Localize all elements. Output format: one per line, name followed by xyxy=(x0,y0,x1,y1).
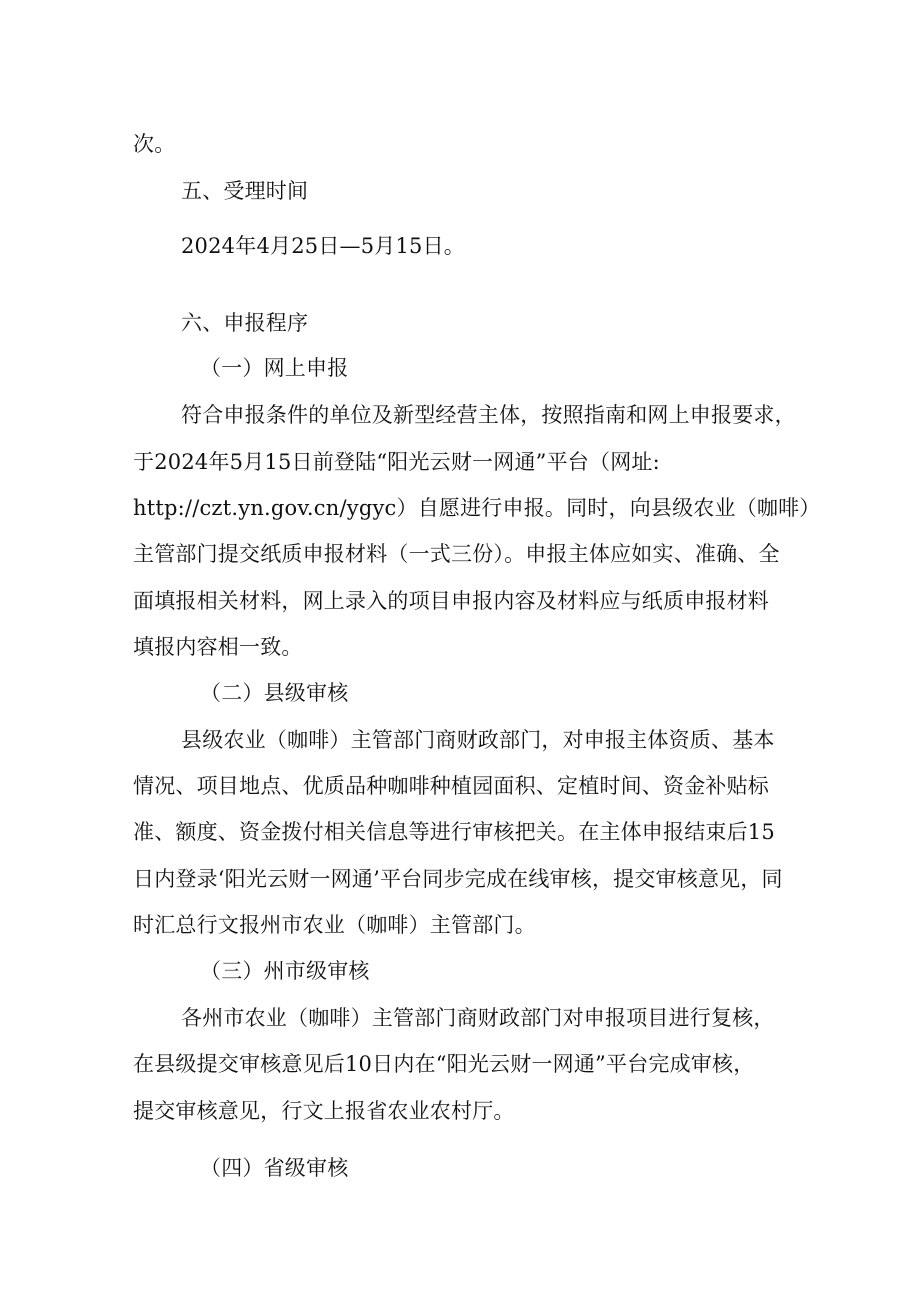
paragraph-line: 县级农业（咖啡）主管部门商财政部门，对申报主体资质、基本 xyxy=(181,728,775,752)
paragraph-line: 情况、项目地点、优质品种咖啡种植园面积、定植时间、资金补贴标 xyxy=(133,774,769,798)
subheading-online-application: （一）网上申报 xyxy=(200,356,349,380)
subheading-provincial-review: （四）省级审核 xyxy=(200,1156,349,1180)
paragraph-line: 日内登录‘阳光云财一网通’平台同步完成在线审核，提交审核意见，同 xyxy=(133,867,783,891)
paragraph-line: 时汇总行文报州市农业（咖啡）主管部门。 xyxy=(133,913,536,937)
paragraph-line: 各州市农业（咖啡）主管部门商财政部门对申报项目进行复核， xyxy=(181,1006,775,1030)
section-heading-5: 五、受理时间 xyxy=(181,179,309,203)
section-heading-6: 六、申报程序 xyxy=(181,311,309,335)
paragraph-line: 提交审核意见，行文上报省农业农村厅。 xyxy=(133,1099,515,1123)
subheading-prefecture-review: （三）州市级审核 xyxy=(200,959,370,983)
paragraph-line: 符合申报条件的单位及新型经营主体，按照指南和网上申报要求， xyxy=(181,403,796,427)
paragraph-line: 面填报相关材料，网上录入的项目申报内容及材料应与纸质申报材料 xyxy=(133,589,769,613)
paragraph-line: 主管部门提交纸质申报材料（一式三份）。申报主体应如实、准确、全 xyxy=(133,542,780,566)
paragraph-line-url: http://czt.yn.gov.cn/ygyc）自愿进行申报。同时，向县级农业（咖啡） xyxy=(133,496,821,520)
paragraph-line: 于2024年5月15日前登陆“阳光云财一网通”平台（网址: xyxy=(133,450,660,474)
paragraph-line: 在县级提交审核意见后10日内在“阳光云财一网通”平台完成审核， xyxy=(133,1052,755,1076)
subheading-county-review: （二）县级审核 xyxy=(200,681,349,705)
paragraph-line: 填报内容相一致。 xyxy=(133,635,303,659)
acceptance-period: 2024年4月25日—5月15日。 xyxy=(181,234,466,258)
paragraph-line: 准、额度、资金拨付相关信息等进行审核把关。在主体申报结束后15 xyxy=(133,820,775,844)
paragraph-continuation: 次。 xyxy=(133,132,176,156)
